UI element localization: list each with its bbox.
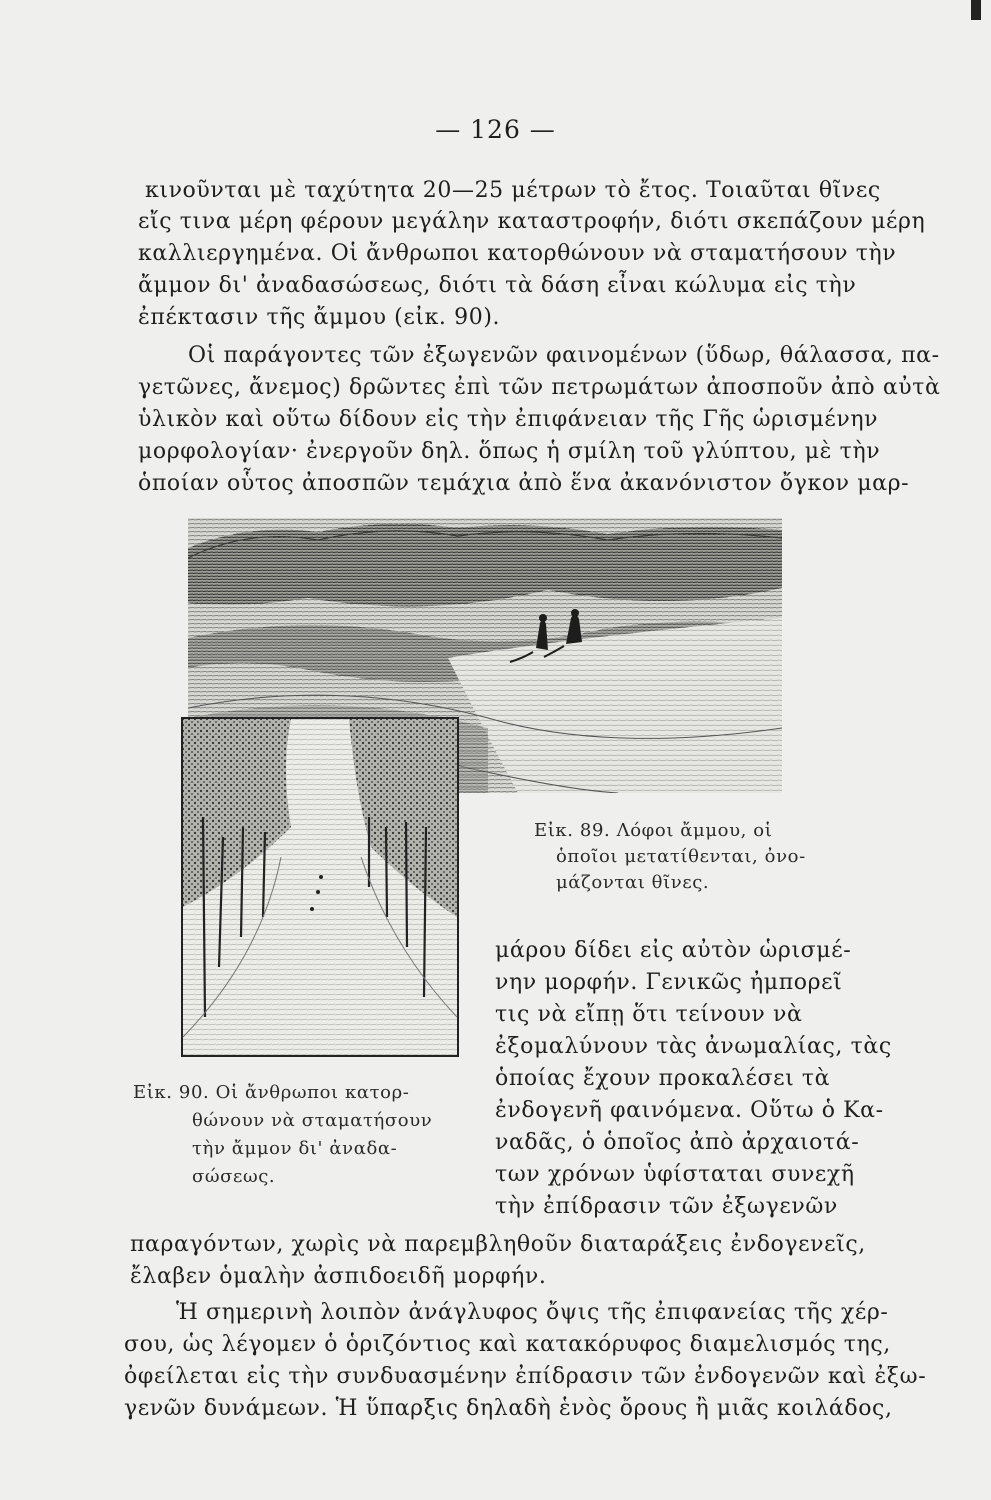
- text-line: ἄμμον δι' ἀναδασώσεως, διότι τὰ δάση εἶναι κώλυμα εἰς τὴν: [138, 273, 857, 298]
- text-line: ὁποίας ἔχουν προκαλέσει τὰ: [495, 1066, 831, 1091]
- figure-90-caption-line: θώνουν νὰ σταματήσουν: [192, 1110, 433, 1131]
- figure-90-forest-road: [181, 717, 459, 1057]
- text-line: τὴν ἐπίδρασιν τῶν ἐξωγενῶν: [495, 1194, 838, 1219]
- text-line: γετῶνες, ἄνεμος) δρῶντες ἐπὶ τῶν πετρωμάτων ἀποσποῦν ἀπὸ αὐτὰ: [138, 375, 941, 400]
- text-line: παραγόντων, χωρὶς νὰ παρεμβληθοῦν διαταράξεις ἐνδογενεῖς,: [130, 1232, 866, 1257]
- page-number: — 126 —: [435, 115, 556, 144]
- text-line: καλλιεργημένα. Οἱ ἄνθρωποι κατορθώνουν νὰ σταματήσουν τὴν: [138, 241, 897, 266]
- figure-89-caption-line: μάζονται θῖνες.: [556, 872, 710, 893]
- figure-90-caption-line: σώσεως.: [192, 1166, 276, 1187]
- text-line: ἐνδογενῆ φαινόμενα. Οὕτω ὁ Κα-: [495, 1098, 884, 1123]
- text-line: ἐξομαλύνουν τὰς ἀνωμαλίας, τὰς: [495, 1034, 892, 1059]
- text-line: ὀφείλεται εἰς τὴν συνδυασμένην ἐπίδρασιν τῶν ἐνδογενῶν καὶ ἐξω-: [124, 1364, 927, 1389]
- figure-90-caption-line: τὴν ἄμμον δι' ἀναδα-: [192, 1138, 398, 1159]
- text-line: τις νὰ εἴπῃ ὅτι τείνουν νὰ: [495, 1002, 803, 1027]
- text-line: ὁποίαν οὗτος ἀποσπῶν τεμάχια ἀπὸ ἕνα ἀκανόνιστον ὄγκον μαρ-: [138, 471, 910, 496]
- text-line: ἐπέκτασιν τῆς ἄμμου (εἰκ. 90).: [138, 305, 501, 330]
- text-line: εἴς τινα μέρη φέρουν μεγάλην καταστροφήν, διότι σκεπάζουν μέρη: [138, 209, 926, 234]
- text-line: μορφολογίαν· ἐνεργοῦν δηλ. ὅπως ἡ σμίλη τοῦ γλύπτου, μὲ τὴν: [138, 439, 881, 464]
- text-line: των χρόνων ὑφίσταται συνεχῆ: [495, 1162, 855, 1187]
- text-line: ὑλικὸν καὶ οὕτω δίδουν εἰς τὴν ἐπιφάνειαν τῆς Γῆς ὡρισμένην: [138, 407, 879, 432]
- text-line: νην μορφήν. Γενικῶς ἠμπορεῖ: [495, 970, 843, 995]
- figure-89-caption-line: Εἰκ. 89. Λόφοι ἄμμου, οἱ: [534, 820, 773, 841]
- figure-89-caption-line: ὁποῖοι μετατίθενται, ὀνο-: [556, 846, 806, 867]
- text-line: σου, ὡς λέγομεν ὁ ὁριζόντιος καὶ κατακόρυφος διαμελισμός της,: [124, 1332, 891, 1357]
- text-line: μάρου δίδει εἰς αὐτὸν ὡρισμέ-: [495, 938, 852, 963]
- text-line: ναδᾶς, ὁ ὁποῖος ἀπὸ ἀρχαιοτά-: [495, 1130, 860, 1155]
- text-line: ἔλαβεν ὁμαλὴν ἀσπιδοειδῆ μορφήν.: [130, 1264, 547, 1289]
- text-line: Οἱ παράγοντες τῶν ἐξωγενῶν φαινομένων (ὕδωρ, θάλασσα, πα-: [188, 343, 940, 368]
- text-line: Ἡ σημερινὴ λοιπὸν ἀνάγλυφος ὄψις τῆς ἐπιφανείας τῆς χέρ-: [176, 1300, 889, 1325]
- text-line: γενῶν δυνάμεων. Ἡ ὕπαρξις δηλαδὴ ἑνὸς ὄρους ἢ μιᾶς κοιλάδος,: [124, 1396, 893, 1421]
- text-line: κινοῦνται μὲ ταχύτητα 20—25 μέτρων τὸ ἔτος. Τοιαῦται θῖνες: [145, 178, 881, 203]
- figure-90-caption-line: Εἰκ. 90. Οἱ ἄνθρωποι κατορ-: [133, 1082, 410, 1103]
- scan-edge-mark: [971, 0, 981, 20]
